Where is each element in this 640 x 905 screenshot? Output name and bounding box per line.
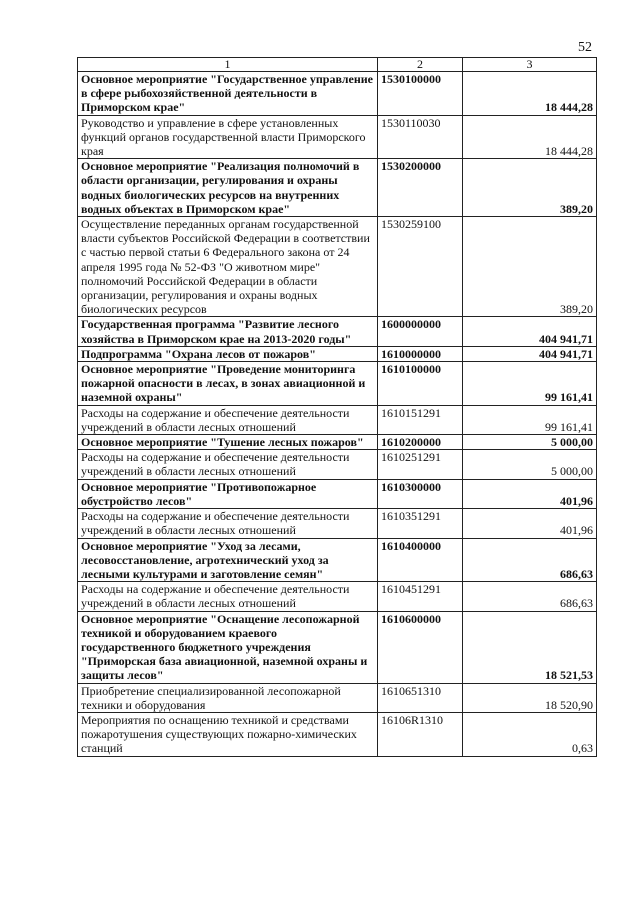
row-name-cell: Основное мероприятие "Противопожарное обустройство лесов" bbox=[78, 479, 378, 508]
row-name-cell: Расходы на содержание и обеспечение деятельности учреждений в области лесных отношений bbox=[78, 509, 378, 538]
row-name-cell: Руководство и управление в сфере установленных функций органов государственной власти Приморского края bbox=[78, 115, 378, 159]
row-amount-cell: 5 000,00 bbox=[463, 435, 597, 450]
row-amount-cell: 401,96 bbox=[463, 509, 597, 538]
row-code-cell: 1530259100 bbox=[378, 217, 463, 317]
row-amount-cell: 0,63 bbox=[463, 712, 597, 756]
table-row bbox=[78, 509, 597, 538]
table-row bbox=[78, 712, 597, 756]
table-row bbox=[78, 362, 597, 406]
row-amount-cell: 404 941,71 bbox=[463, 346, 597, 361]
row-name-cell: Основное мероприятие "Реализация полномочий в области организации, регулирования и охраны водных биологических ресурсов на внутренних водных объектах в Приморском крае" bbox=[78, 159, 378, 217]
row-name-cell: Основное мероприятие "Проведение мониторинга пожарной опасности в лесах, в зонах авиационной и наземной охраны" bbox=[78, 362, 378, 406]
table-row bbox=[78, 405, 597, 434]
row-code-cell: 1530200000 bbox=[378, 159, 463, 217]
table-row bbox=[78, 72, 597, 116]
column-header-2: 2 bbox=[378, 58, 463, 72]
row-code-cell: 1610400000 bbox=[378, 538, 463, 582]
table-row bbox=[78, 683, 597, 712]
row-name-cell: Расходы на содержание и обеспечение деятельности учреждений в области лесных отношений bbox=[78, 450, 378, 479]
row-amount-cell: 401,96 bbox=[463, 479, 597, 508]
row-code-cell: 1610300000 bbox=[378, 479, 463, 508]
row-code-cell: 1610451291 bbox=[378, 582, 463, 611]
row-code-cell: 1610100000 bbox=[378, 362, 463, 406]
row-amount-cell: 686,63 bbox=[463, 582, 597, 611]
table-row bbox=[78, 582, 597, 611]
table-row bbox=[78, 159, 597, 217]
row-name-cell: Государственная программа "Развитие лесного хозяйства в Приморском крае на 2013-2020 годы" bbox=[78, 317, 378, 346]
row-name-cell: Мероприятия по оснащению техникой и средствами пожаротушения существующих пожарно-химических станций bbox=[78, 712, 378, 756]
row-name-cell: Приобретение специализированной лесопожарной техники и оборудования bbox=[78, 683, 378, 712]
table-row bbox=[78, 346, 597, 361]
budget-table bbox=[77, 57, 597, 757]
row-code-cell: 1610600000 bbox=[378, 611, 463, 683]
column-header-1: 1 bbox=[78, 58, 378, 72]
table-row bbox=[78, 317, 597, 346]
row-code-cell: 1610351291 bbox=[378, 509, 463, 538]
table-row bbox=[78, 435, 597, 450]
row-code-cell: 1530110030 bbox=[378, 115, 463, 159]
column-header-3: 3 bbox=[463, 58, 597, 72]
row-code-cell: 1610651310 bbox=[378, 683, 463, 712]
row-amount-cell: 686,63 bbox=[463, 538, 597, 582]
row-code-cell: 1610200000 bbox=[378, 435, 463, 450]
row-amount-cell: 18 444,28 bbox=[463, 115, 597, 159]
table-row bbox=[78, 611, 597, 683]
table-row bbox=[78, 538, 597, 582]
row-name-cell: Основное мероприятие "Оснащение лесопожарной техникой и оборудованием краевого государственного бюджетного учреждения "Приморская база авиационной, наземной охраны и защиты лесов" bbox=[78, 611, 378, 683]
row-amount-cell: 18 520,90 bbox=[463, 683, 597, 712]
row-amount-cell: 389,20 bbox=[463, 217, 597, 317]
table-row bbox=[78, 115, 597, 159]
table-row bbox=[78, 479, 597, 508]
row-amount-cell: 99 161,41 bbox=[463, 362, 597, 406]
row-code-cell: 1610251291 bbox=[378, 450, 463, 479]
table-row bbox=[78, 450, 597, 479]
row-name-cell: Основное мероприятие "Государственное управление в сфере рыбохозяйственной деятельности в Приморском крае" bbox=[78, 72, 378, 116]
row-name-cell: Основное мероприятие "Уход за лесами, лесовосстановление, агротехнический уход за лесными культурами и заготовление семян" bbox=[78, 538, 378, 582]
header-row bbox=[78, 58, 597, 72]
row-amount-cell: 99 161,41 bbox=[463, 405, 597, 434]
row-amount-cell: 389,20 bbox=[463, 159, 597, 217]
row-code-cell: 1600000000 bbox=[378, 317, 463, 346]
row-amount-cell: 18 521,53 bbox=[463, 611, 597, 683]
row-code-cell: 16106R1310 bbox=[378, 712, 463, 756]
row-amount-cell: 404 941,71 bbox=[463, 317, 597, 346]
row-amount-cell: 5 000,00 bbox=[463, 450, 597, 479]
page-number: 52 bbox=[578, 40, 592, 55]
row-amount-cell: 18 444,28 bbox=[463, 72, 597, 116]
row-name-cell: Основное мероприятие "Тушение лесных пожаров" bbox=[78, 435, 378, 450]
row-name-cell: Осуществление переданных органам государственной власти субъектов Российской Федерации в соответствии с частью первой статьи 6 Федерального закона от 24 апреля 1995 года № 52-ФЗ "О животном мире" полномочий Российской Федерации в области организации, регулирования и охраны водных биологических ресурсов bbox=[78, 217, 378, 317]
row-code-cell: 1610000000 bbox=[378, 346, 463, 361]
table-row bbox=[78, 217, 597, 317]
row-name-cell: Расходы на содержание и обеспечение деятельности учреждений в области лесных отношений bbox=[78, 582, 378, 611]
row-name-cell: Расходы на содержание и обеспечение деятельности учреждений в области лесных отношений bbox=[78, 405, 378, 434]
row-code-cell: 1610151291 bbox=[378, 405, 463, 434]
row-code-cell: 1530100000 bbox=[378, 72, 463, 116]
row-name-cell: Подпрограмма "Охрана лесов от пожаров" bbox=[78, 346, 378, 361]
